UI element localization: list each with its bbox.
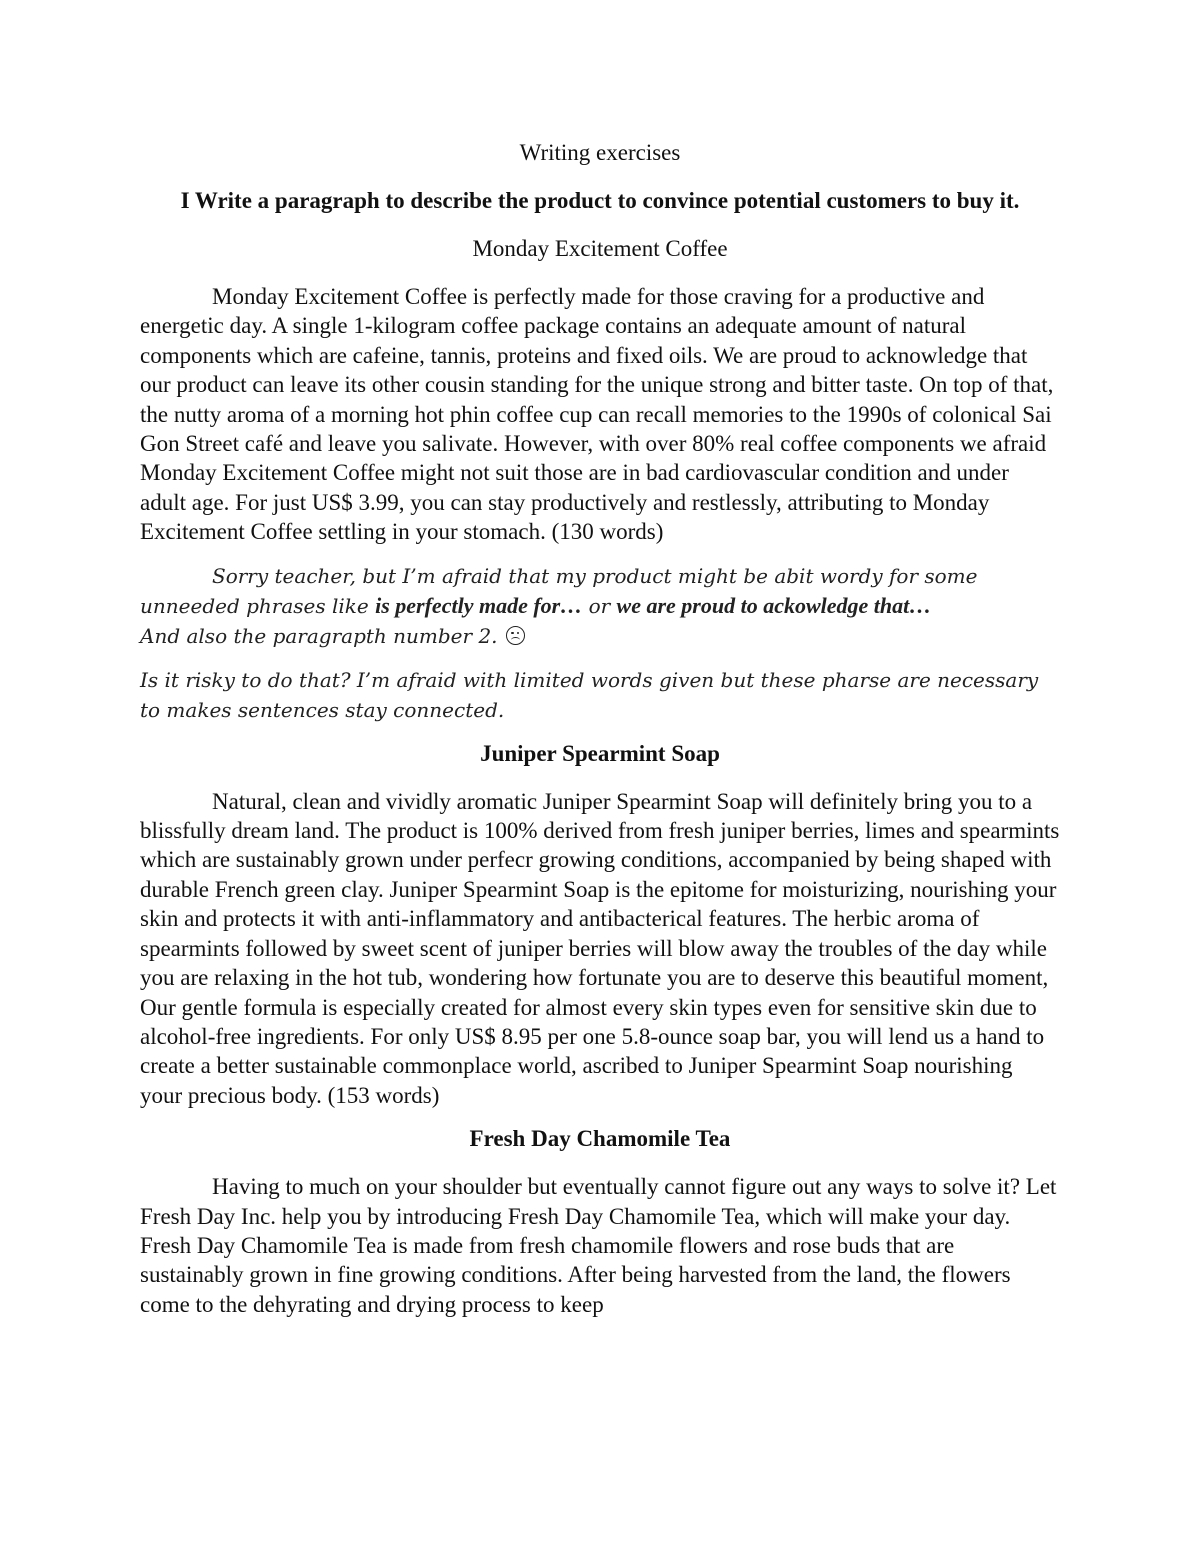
product-paragraph-coffee: Monday Excitement Coffee is perfectly made for those craving for a productive and energetic day. A single 1-kilogram coffee package contains an adequate amount of natural components which are cafeine, tannis, proteins and fixed oils. We are proud to acknowledge that our product can leave its other cousin standing for the unique strong and bitter taste. On top of that, the nutty aroma of a morning hot phin coffee cup can recall memories to the 1990s of colonical Sai Gon Street café and leave you salivate. However, with over 80% real coffee components we afraid Monday Excitement Coffee might not suit those are in bad cardiovascular condition and under adult age. For just US$ 3.99, you can stay productively and restlessly, attributing to Monday Excitement Coffee settling in your stomach. (130 words) xyxy=(140,284,1054,545)
comment-text: Sorry teacher, but I’m afraid that my product might be abit wordy for some unneeded phrases like xyxy=(140,563,978,618)
document-title: Writing exercises xyxy=(519,140,681,165)
comment-text: And also the paragrapth number 2. xyxy=(140,623,504,648)
exercise-instruction: I Write a paragraph to describe the product to convince potential customers to buy it. xyxy=(180,188,1020,213)
comment-bold-phrase-2: we are proud to ackowledge that… xyxy=(616,592,932,618)
comment-text: or xyxy=(582,593,617,618)
teacher-comment-2: Is it risky to do that? I’m afraid with limited words given but these pharse are necessary to makes sentences stay connected. xyxy=(140,667,1039,722)
product-title-tea: Fresh Day Chamomile Tea xyxy=(469,1126,731,1152)
product-paragraph-tea: Having to much on your shoulder but eventually cannot figure out any ways to solve it? Let Fresh Day Inc. help you by introducing Fresh Day Chamomile Tea, which will make your day. Fresh Day Chamomile Tea is made from fresh chamomile flowers and rose buds that are sustainably grown in fine growing conditions. After being harvested from the land, the flowers come to the dehyrating and drying process to keep xyxy=(140,1174,1057,1317)
comment-bold-phrase-1: is perfectly made for… xyxy=(375,592,583,618)
sad-face-icon xyxy=(506,626,525,645)
product-paragraph-soap: Natural, clean and vividly aromatic Juniper Spearmint Soap will definitely bring you to a blissfully dream land. The product is 100% derived from fresh juniper berries, limes and spearmints which are sustainably grown under perfecr growing conditions, accompanied by being shaped with durable French green clay. Juniper Spearmint Soap is the epitome for moisturizing, nourishing your skin and protects it with anti-inflammatory and antibacterical features. The herbic aroma of spearmints followed by sweet scent of juniper berries will blow away the troubles of the day while you are relaxing in the hot tub, wondering how fortunate you are to deserve this beautiful moment, Our gentle formula is especially created for almost every skin types even for sensitive skin due to alcohol-free ingredients. For only US$ 8.95 per one 5.8-ounce soap bar, you will lend us a hand to create a better sustainable commonplace world, ascribed to Juniper Spearmint Soap nourishing your precious body. (153 words) xyxy=(140,788,1060,1108)
document-page xyxy=(140,138,1060,1333)
product-title-soap: Juniper Spearmint Soap xyxy=(480,740,720,766)
teacher-comment-1 xyxy=(140,561,1060,651)
product-title-coffee: Monday Excitement Coffee xyxy=(472,236,728,261)
